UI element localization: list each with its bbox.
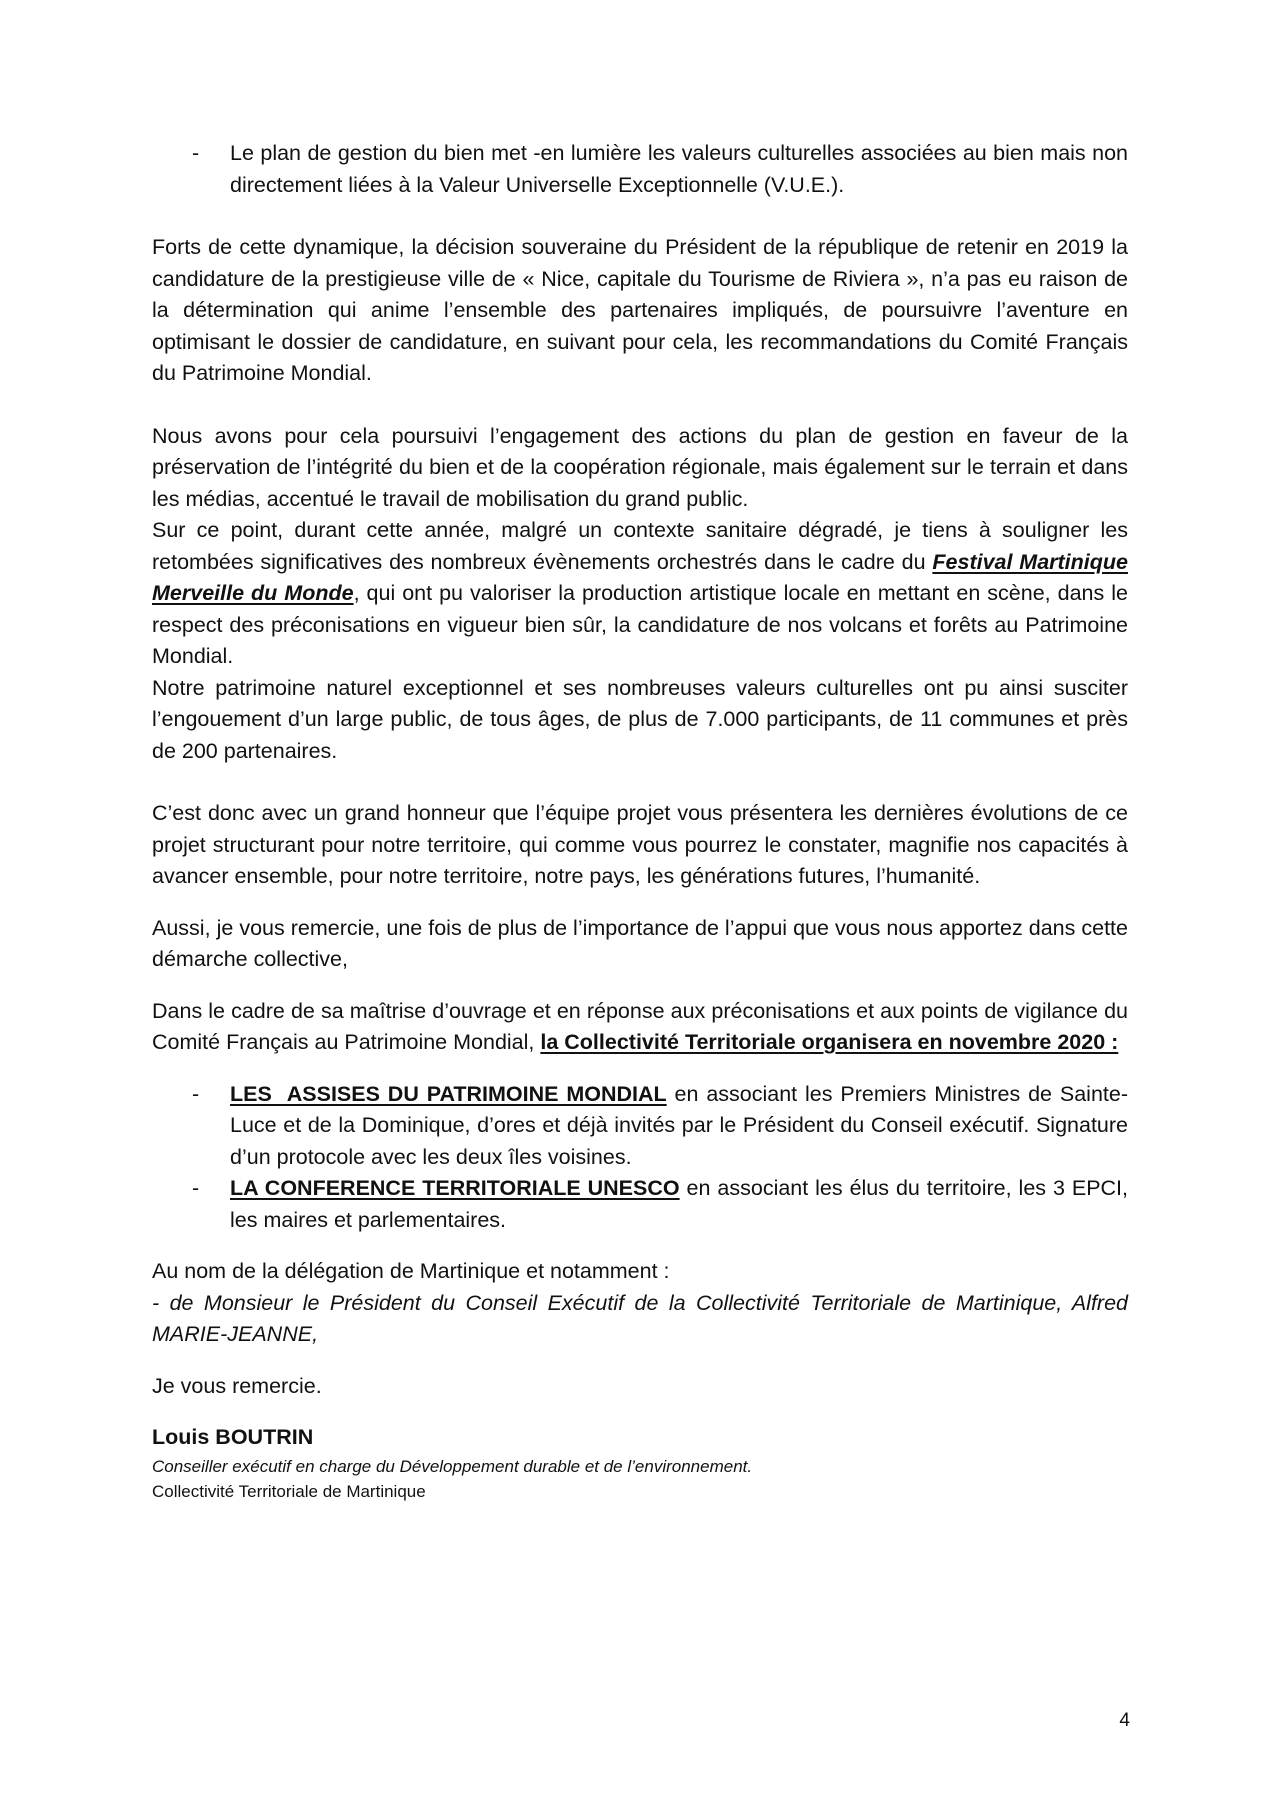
signature-organization: Collectivité Territoriale de Martinique — [152, 1481, 426, 1501]
paragraph: - de Monsieur le Président du Conseil Exécutif de la Collectivité Territoriale de Martinique, Alfred MARIE-JEANNE, — [152, 1290, 1128, 1346]
list-dash: - — [192, 1081, 200, 1106]
page-number: 4 — [1119, 1710, 1130, 1731]
paragraph: Aussi, je vous remercie, une fois de plus de l’importance de l’appui que vous nous apportez dans cette démarche collective, — [152, 915, 1128, 971]
event-title: LES ASSISES DU PATRIMOINE MONDIAL — [230, 1081, 667, 1106]
event-title: LA CONFERENCE TERRITORIALE UNESCO — [230, 1176, 680, 1200]
list-item — [152, 1079, 1128, 1174]
paragraph: Notre patrimoine naturel exceptionnel et ses nombreuses valeurs culturelles ont pu ainsi susciter l’engouement d’un large public, de tous âges, de plus de 7.000 participants, de 11 communes et près de 200 partenaires. — [152, 675, 1128, 763]
paragraph-text: , qui ont pu valoriser la production artistique locale en mettant en scène, dans le respect des préconisations en vigueur bien sûr, la candidature de nos volcans et forêts au Patrimoine Mondial. — [152, 581, 1128, 668]
signature-role: Conseiller exécutif en charge du Développement durable et de l’environnement. — [152, 1456, 753, 1476]
paragraph-text: Sur ce point, durant cette année, malgré un contexte sanitaire dégradé, je tiens à souligner les retombées significatives des nombreux évènements orchestrés dans le cadre du — [152, 518, 1128, 574]
signature-name: Louis BOUTRIN — [152, 1425, 314, 1449]
paragraph-text: Dans le cadre de sa maîtrise d’ouvrage et en réponse aux préconisations et aux points de vigilance du Comité Français au Patrimoine Mondial, — [152, 998, 1128, 1054]
paragraph — [152, 515, 1128, 673]
paragraph: Au nom de la délégation de Martinique et notamment : — [152, 1259, 670, 1283]
emphasis-text: la Collectivité Territoriale organisera en novembre 2020 : — [540, 1030, 1119, 1054]
list-item-text: en associant les élus du territoire, les 3 EPCI, les maires et parlementaires. — [230, 1176, 1129, 1232]
list-item-text: Le plan de gestion du bien met -en lumière les valeurs culturelles associées au bien mais non directement liées à la Valeur Universelle Exceptionnelle (V.U.E.). — [230, 141, 1128, 197]
list-item — [152, 1173, 1128, 1236]
list-item-text: en associant les Premiers Ministres de Sainte-Luce et de la Dominique, d’ores et déjà invités par le Président du Conseil exécutif. Signature d’un protocole avec les deux îles voisines. — [230, 1081, 1128, 1169]
list-dash: - — [192, 141, 200, 165]
paragraph: Je vous remercie. — [152, 1373, 322, 1398]
paragraph: Forts de cette dynamique, la décision souveraine du Président de la république de retenir en 2019 la candidature de la prestigieuse ville de « Nice, capitale du Tourisme de Riviera », n’a pas eu raison de la détermination qui anime l’ensemble des partenaires impliqués, de poursuivre l’aventure en optimisant le dossier de candidature, en suivant pour cela, les recommandations du Comité Français du Patrimoine Mondial. — [152, 235, 1128, 385]
list-dash: - — [192, 1176, 200, 1200]
paragraph: C’est donc avec un grand honneur que l’équipe projet vous présentera les dernières évolutions de ce projet structurant pour notre territoire, qui comme vous pourrez le constater, magnifie nos capacités à avancer ensemble, pour notre territoire, notre pays, les générations futures, l’humanité. — [152, 801, 1128, 888]
festival-name: Festival Martinique Merveille du Monde — [152, 549, 1128, 605]
paragraph — [152, 996, 1128, 1059]
list-item — [152, 138, 1128, 201]
document-page — [152, 138, 1128, 1504]
paragraph: Nous avons pour cela poursuivi l’engagement des actions du plan de gestion en faveur de la préservation de l’intégrité du bien et de la coopération régionale, mais également sur le terrain et dans les médias, accentué le travail de mobilisation du grand public. — [152, 423, 1128, 511]
